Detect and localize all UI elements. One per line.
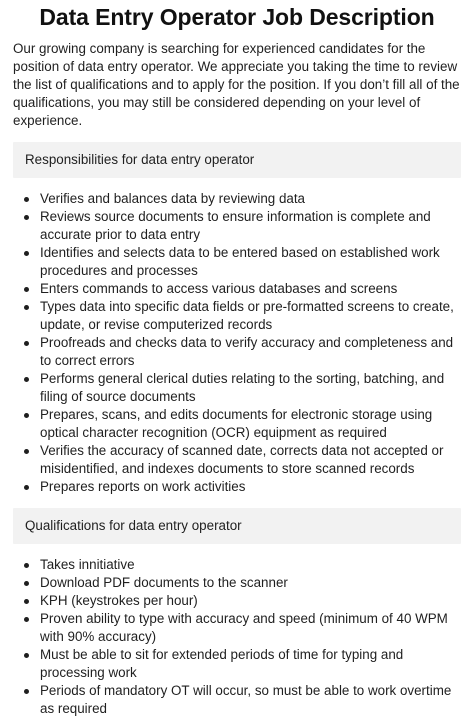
list-item-text: Reviews source documents to ensure information is complete and accurate prior to data entry — [40, 209, 431, 242]
list-item-text: Periods of mandatory OT will occur, so must be able to work overtime as required — [40, 683, 452, 716]
bullet-icon — [24, 653, 29, 658]
list-item-text: Verifies and balances data by reviewing data — [40, 191, 306, 206]
list-item — [13, 280, 461, 298]
qualifications-heading: Qualifications for data entry operator — [13, 508, 461, 544]
list-item-text: Types data into specific data fields or pre-formatted screens to create, update, or revise computerized records — [40, 299, 454, 332]
bullet-icon — [24, 377, 29, 382]
list-item — [13, 334, 461, 370]
list-item — [13, 478, 461, 496]
list-item — [13, 574, 461, 592]
list-item-text: Must be able to sit for extended periods of time for typing and processing work — [40, 647, 404, 680]
responsibilities-list — [13, 190, 461, 496]
bullet-icon — [24, 215, 29, 220]
list-item-text: Proofreads and checks data to verify accuracy and completeness and to correct errors — [40, 335, 454, 368]
list-item-text: Proven ability to type with accuracy and speed (minimum of 40 WPM with 90% accuracy) — [40, 611, 448, 644]
list-item — [13, 682, 461, 718]
list-item-text: Download PDF documents to the scanner — [40, 575, 288, 590]
list-item — [13, 556, 461, 574]
list-item — [13, 244, 461, 280]
bullet-icon — [24, 485, 29, 490]
list-item — [13, 442, 461, 478]
bullet-icon — [24, 581, 29, 586]
list-item-text: Verifies the accuracy of scanned date, corrects data not accepted or misidentified, and indexes documents to store scanned records — [40, 443, 444, 476]
bullet-icon — [24, 449, 29, 454]
bullet-icon — [24, 599, 29, 604]
list-item-text: Performs general clerical duties relating to the sorting, batching, and filing of source documents — [40, 371, 445, 404]
qualifications-list — [13, 556, 461, 718]
list-item — [13, 208, 461, 244]
list-item — [13, 298, 461, 334]
list-item — [13, 406, 461, 442]
bullet-icon — [24, 413, 29, 418]
bullet-icon — [24, 287, 29, 292]
bullet-icon — [24, 305, 29, 310]
list-item — [13, 610, 461, 646]
bullet-icon — [24, 689, 29, 694]
list-item — [13, 592, 461, 610]
bullet-icon — [24, 251, 29, 256]
list-item — [13, 190, 461, 208]
bullet-icon — [24, 197, 29, 202]
bullet-icon — [24, 563, 29, 568]
page-title: Data Entry Operator Job Description — [39, 4, 435, 30]
list-item-text: Identifies and selects data to be entered based on established work procedures and processes — [40, 245, 440, 278]
list-item-text: Prepares reports on work activities — [40, 479, 246, 494]
list-item-text: Prepares, scans, and edits documents for electronic storage using optical character recognition (OCR) equipment as required — [40, 407, 433, 440]
list-item-text: Enters commands to access various databases and screens — [40, 281, 398, 296]
list-item — [13, 370, 461, 406]
bullet-icon — [24, 617, 29, 622]
bullet-icon — [24, 341, 29, 346]
list-item — [13, 646, 461, 682]
responsibilities-heading: Responsibilities for data entry operator — [13, 142, 461, 178]
intro-paragraph: Our growing company is searching for experienced candidates for the position of data entry operator. We appreciate you taking the time to review the list of qualifications and to apply for the position. If you don’t fill all of the qualifications, you may still be considered depending on your level of experience. — [13, 41, 460, 128]
list-item-text: Takes innitiative — [40, 557, 135, 572]
list-item-text: KPH (keystrokes per hour) — [40, 593, 198, 608]
